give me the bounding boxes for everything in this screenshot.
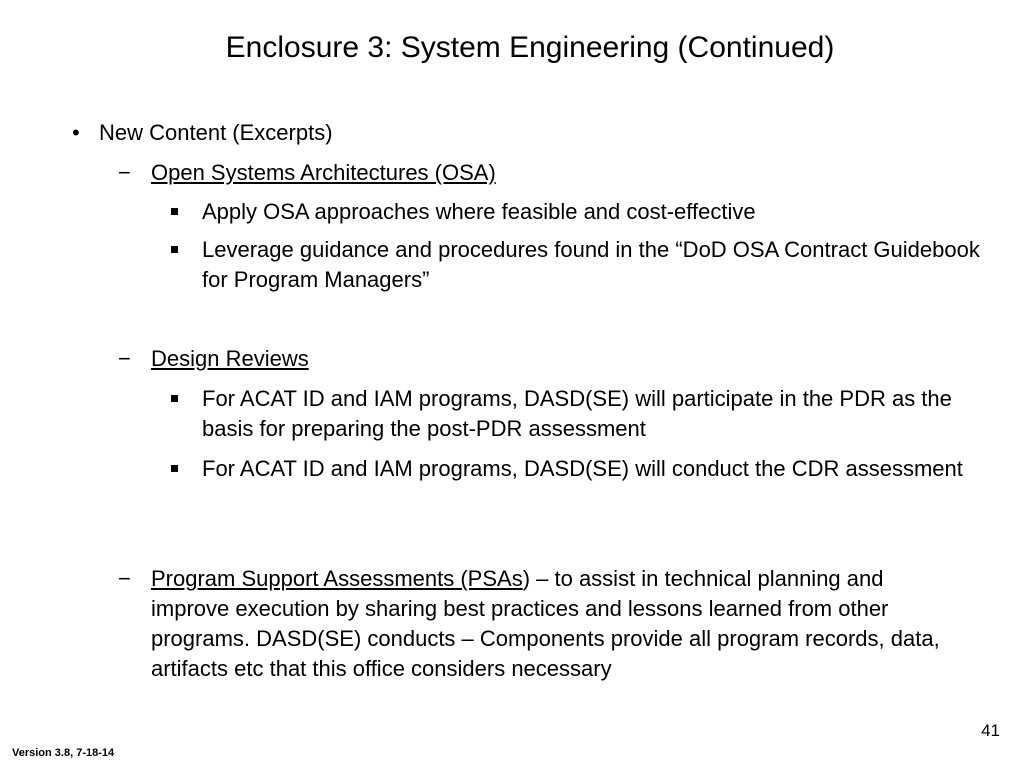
square-bullet-icon bbox=[171, 395, 178, 402]
square-bullet-icon bbox=[171, 465, 178, 472]
design-reviews-item-2: For ACAT ID and IAM programs, DASD(SE) will conduct the CDR assessment bbox=[202, 456, 963, 481]
psa-paragraph bbox=[151, 564, 966, 684]
psa-description: ) – to assist in technical planning and improve execution by sharing best practices and lessons learned from other programs. DASD(SE) conducts – Components provide all program records, data, artifacts etc that this office considers necessary bbox=[151, 566, 940, 681]
bullet-icon: • bbox=[72, 120, 80, 145]
version-label: Version 3.8, 7-18-14 bbox=[12, 747, 115, 759]
design-reviews-item-1: For ACAT ID and IAM programs, DASD(SE) will participate in the PDR as the basis for preparing the post-PDR assessment bbox=[202, 386, 952, 441]
osa-item-1: Apply OSA approaches where feasible and cost-effective bbox=[202, 199, 756, 224]
dash-icon: − bbox=[118, 566, 131, 591]
slide-title: Enclosure 3: System Engineering (Continued) bbox=[225, 31, 835, 64]
osa-heading: Open Systems Architectures (OSA) bbox=[151, 160, 496, 185]
psa-heading: Program Support Assessments (PSAs bbox=[151, 566, 523, 591]
dash-icon: − bbox=[118, 346, 131, 371]
square-bullet-icon bbox=[171, 246, 178, 253]
page-number: 41 bbox=[981, 721, 1000, 740]
level1-item: New Content (Excerpts) bbox=[99, 120, 333, 145]
design-reviews-heading: Design Reviews bbox=[151, 346, 309, 371]
square-bullet-icon bbox=[171, 208, 178, 215]
dash-icon: − bbox=[118, 160, 131, 185]
osa-item-2: Leverage guidance and procedures found in the “DoD OSA Contract Guidebook for Program Managers” bbox=[202, 237, 980, 292]
